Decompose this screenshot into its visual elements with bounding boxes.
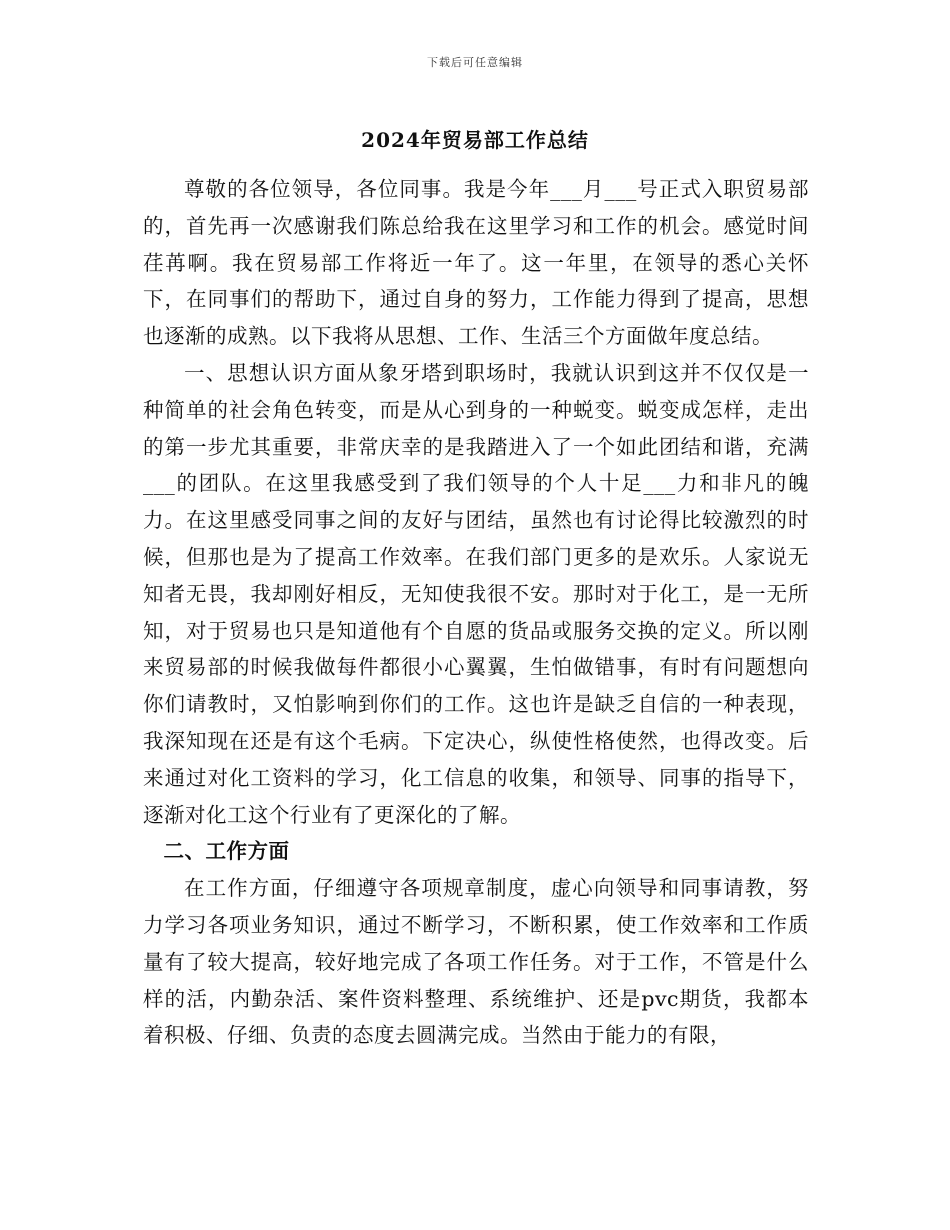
section2-heading: 二、工作方面 bbox=[163, 839, 290, 864]
document-body bbox=[143, 171, 809, 1054]
document-title: 2024年贸易部工作总结 bbox=[361, 128, 589, 152]
intro-paragraph: 尊敬的各位领导，各位同事。我是今年___月___号正式入职贸易部的，首先再一次感谢我们陈总给我在这里学习和工作的机会。感觉时间荏苒啊。我在贸易部工作将近一年了。这一年里，在领导的悉心关怀下，在同事们的帮助下，通过自身的努力，工作能力得到了提高，思想也逐渐的成熟。以下我将从思想、工作、生活三个方面做年度总结。 bbox=[143, 177, 809, 349]
page-header-note: 下载后可任意编辑 bbox=[427, 56, 523, 69]
section2-paragraph: 在工作方面，仔细遵守各项规章制度，虚心向领导和同事请教，努力学习各项业务知识，通过不断学习，不断积累，使工作效率和工作质量有了较大提高，较好地完成了各项工作任务。对于工作，不管是什么样的活，内勤杂活、案件资料整理、系统维护、还是pvc期货，我都本着积极、仔细、负责的态度去圆满完成。当然由于能力的有限， bbox=[143, 876, 809, 1048]
section1-paragraph: 一、思想认识方面从象牙塔到职场时，我就认识到这并不仅仅是一种简单的社会角色转变，而是从心到身的一种蜕变。蜕变成怎样，走出的第一步尤其重要，非常庆幸的是我踏进入了一个如此团结和谐，充满___的团队。在这里我感受到了我们领导的个人十足___力和非凡的魄力。在这里感受同事之间的友好与团结，虽然也有讨论得比较激烈的时候，但那也是为了提高工作效率。在我们部门更多的是欢乐。人家说无知者无畏，我却刚好相反，无知使我很不安。那时对于化工，是一无所知，对于贸易也只是知道他有个自愿的货品或服务交换的定义。所以刚来贸易部的时候我做每件都很小心翼翼，生怕做错事，有时有问题想向你们请教时，又怕影响到你们的工作。这也许是缺乏自信的一种表现，我深知现在还是有这个毛病。下定决心，纵使性格使然，也得改变。后来通过对化工资料的学习，化工信息的收集，和领导、同事的指导下，逐渐对化工这个行业有了更深化的了解。 bbox=[143, 360, 809, 827]
